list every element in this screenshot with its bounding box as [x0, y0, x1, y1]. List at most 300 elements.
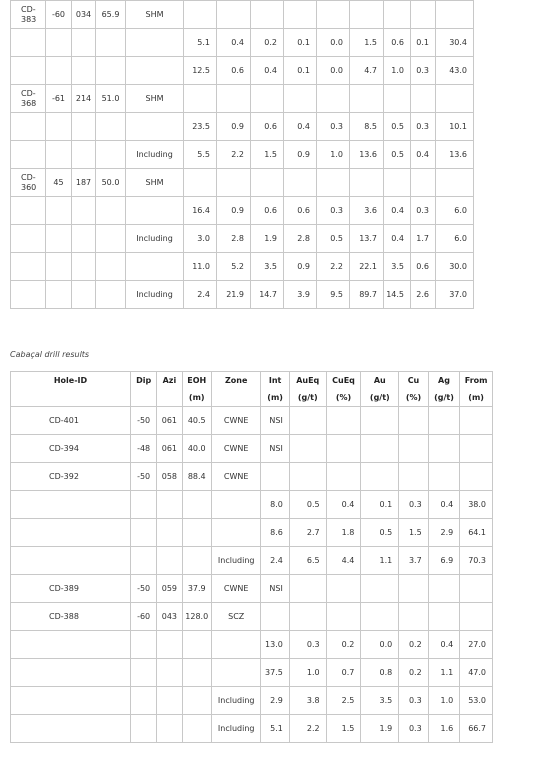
table-cell: [217, 169, 251, 197]
table-cell: [46, 281, 72, 309]
table-cell: -50: [130, 463, 156, 491]
table-cell: [96, 141, 126, 169]
table-cell: 22.1: [350, 253, 384, 281]
table-cell: 1.0: [289, 659, 326, 687]
table-cell: [350, 85, 384, 113]
table-cell: 0.1: [411, 29, 436, 57]
table-cell: 3.5: [361, 687, 399, 715]
table-cell: 0.7: [326, 659, 361, 687]
table-cell: 214: [72, 85, 96, 113]
hole-id-cell: CD-401: [11, 407, 131, 435]
column-unit: (g/t): [428, 389, 460, 407]
hole-id-cell: [11, 491, 131, 519]
table-cell: 0.1: [284, 29, 317, 57]
table-cell: 8.6: [261, 519, 289, 547]
table-cell: 13.6: [436, 141, 474, 169]
table-cell: 11.0: [184, 253, 217, 281]
column-header: Int: [261, 372, 289, 390]
table-cell: 1.0: [428, 687, 460, 715]
table-cell: NSI: [261, 407, 289, 435]
table-cell: [184, 169, 217, 197]
table-cell: [460, 575, 493, 603]
table-cell: 0.3: [411, 113, 436, 141]
table-cell: [399, 575, 428, 603]
table-cell: [46, 141, 72, 169]
table-cell: 059: [157, 575, 182, 603]
table-cell: [46, 225, 72, 253]
table-cell: 3.9: [284, 281, 317, 309]
table-cell: [126, 113, 184, 141]
table-cell: [96, 29, 126, 57]
table-cell: -50: [130, 575, 156, 603]
table-cell: [130, 519, 156, 547]
table-cell: 0.6: [217, 57, 251, 85]
column-unit: (m): [460, 389, 493, 407]
table-row: [11, 407, 493, 435]
table-cell: [130, 631, 156, 659]
table-cell: 37.5: [261, 659, 289, 687]
table-cell: [130, 659, 156, 687]
table-row: [11, 85, 474, 113]
table-cell: 13.6: [350, 141, 384, 169]
table-row: [11, 687, 493, 715]
table-cell: 45: [46, 169, 72, 197]
table-cell: [317, 169, 350, 197]
table-cell: [289, 575, 326, 603]
table-cell: 66.7: [460, 715, 493, 743]
table-cell: [182, 491, 211, 519]
table-cell: SHM: [126, 85, 184, 113]
table-cell: [157, 491, 182, 519]
table-cell: [289, 463, 326, 491]
table-cell: 0.6: [284, 197, 317, 225]
table-cell: [289, 435, 326, 463]
table-cell: 1.9: [361, 715, 399, 743]
column-unit: [157, 389, 182, 407]
table-row: [11, 631, 493, 659]
table-cell: [184, 85, 217, 113]
table-cell: 0.3: [289, 631, 326, 659]
table-cell: [130, 547, 156, 575]
table-cell: [411, 1, 436, 29]
table-cell: 0.5: [384, 141, 411, 169]
table-cell: [184, 1, 217, 29]
table-cell: [217, 1, 251, 29]
table-cell: [361, 407, 399, 435]
table-cell: [436, 169, 474, 197]
cabacal-drill-results-table: [10, 371, 493, 743]
table-cell: 27.0: [460, 631, 493, 659]
table-cell: 0.3: [399, 491, 428, 519]
table-cell: 2.7: [289, 519, 326, 547]
table-cell: 0.4: [251, 57, 284, 85]
table-cell: 0.8: [361, 659, 399, 687]
hole-id-cell: CD-388: [11, 603, 131, 631]
hole-id-cell: [11, 659, 131, 687]
table-cell: -60: [130, 603, 156, 631]
table-cell: 0.2: [399, 631, 428, 659]
table-row: [11, 29, 474, 57]
table-cell: [182, 519, 211, 547]
table-cell: 061: [157, 407, 182, 435]
table-cell: 16.4: [184, 197, 217, 225]
hole-id-cell: CD-394: [11, 435, 131, 463]
table-cell: [350, 1, 384, 29]
table-cell: [72, 197, 96, 225]
table-cell: [361, 603, 399, 631]
table-cell: 0.4: [411, 141, 436, 169]
column-header: AuEq: [289, 372, 326, 390]
table-cell: 6.5: [289, 547, 326, 575]
table-cell: 0.3: [411, 57, 436, 85]
table-cell: 0.4: [428, 631, 460, 659]
hole-id-cell: [11, 547, 131, 575]
table-cell: [384, 1, 411, 29]
table-cell: [157, 547, 182, 575]
table-cell: 0.5: [361, 519, 399, 547]
table-row: [11, 57, 474, 85]
table-cell: [326, 463, 361, 491]
table-cell: [284, 169, 317, 197]
table-cell: 0.3: [399, 687, 428, 715]
table-row: [11, 575, 493, 603]
table-cell: [361, 463, 399, 491]
table-cell: [211, 659, 260, 687]
table-cell: Including: [211, 687, 260, 715]
table-cell: -60: [46, 1, 72, 29]
table-row: [11, 169, 474, 197]
table-cell: 2.2: [289, 715, 326, 743]
table-cell: [317, 85, 350, 113]
column-unit: (%): [326, 389, 361, 407]
hole-id-cell: CD-389: [11, 575, 131, 603]
table-cell: 0.3: [411, 197, 436, 225]
hole-id-cell: CD- 383: [11, 1, 46, 29]
hole-id-cell: CD-392: [11, 463, 131, 491]
table-cell: [217, 85, 251, 113]
table-cell: -61: [46, 85, 72, 113]
table-cell: [326, 575, 361, 603]
table-cell: 23.5: [184, 113, 217, 141]
table-cell: 5.5: [184, 141, 217, 169]
table-cell: [289, 407, 326, 435]
table-cell: -48: [130, 435, 156, 463]
table-cell: 1.5: [326, 715, 361, 743]
table-cell: 1.1: [428, 659, 460, 687]
table-cell: 30.4: [436, 29, 474, 57]
table-cell: 0.0: [317, 57, 350, 85]
table-cell: 4.4: [326, 547, 361, 575]
table-cell: [384, 85, 411, 113]
table-cell: 0.9: [284, 141, 317, 169]
table-row: [11, 225, 474, 253]
table-cell: 12.5: [184, 57, 217, 85]
column-header: CuEq: [326, 372, 361, 390]
table-cell: 43.0: [436, 57, 474, 85]
table-cell: [72, 253, 96, 281]
table-cell: 47.0: [460, 659, 493, 687]
table-cell: CWNE: [211, 435, 260, 463]
table-row: [11, 715, 493, 743]
table-cell: 4.7: [350, 57, 384, 85]
table-cell: 5.2: [217, 253, 251, 281]
table-cell: 70.3: [460, 547, 493, 575]
table-cell: [182, 631, 211, 659]
column-unit: [211, 389, 260, 407]
table-cell: 6.0: [436, 225, 474, 253]
table-cell: 14.5: [384, 281, 411, 309]
table-cell: 64.1: [460, 519, 493, 547]
table-cell: 0.6: [411, 253, 436, 281]
table-cell: SCZ: [211, 603, 260, 631]
table-cell: 187: [72, 169, 96, 197]
table-cell: [428, 603, 460, 631]
header-row: [11, 372, 493, 390]
table-cell: [326, 407, 361, 435]
table-cell: 21.9: [217, 281, 251, 309]
table-cell: [96, 253, 126, 281]
table-cell: 0.2: [399, 659, 428, 687]
table-cell: [46, 29, 72, 57]
table-row: [11, 113, 474, 141]
hole-id-cell: [11, 715, 131, 743]
table-cell: [182, 659, 211, 687]
table-cell: [284, 85, 317, 113]
hole-id-cell: CD- 360: [11, 169, 46, 197]
table-cell: 2.4: [184, 281, 217, 309]
table-cell: 0.6: [251, 197, 284, 225]
table-cell: [460, 407, 493, 435]
table-cell: 0.4: [384, 197, 411, 225]
hole-id-cell: [11, 197, 46, 225]
table-cell: [126, 57, 184, 85]
table-cell: [289, 603, 326, 631]
table-cell: [428, 575, 460, 603]
table-row: [11, 197, 474, 225]
table-cell: 89.7: [350, 281, 384, 309]
column-header: Cu: [399, 372, 428, 390]
table-cell: [251, 1, 284, 29]
header-units-row: [11, 389, 493, 407]
table-row: [11, 659, 493, 687]
column-header: Hole-ID: [11, 372, 131, 390]
table-cell: 1.5: [350, 29, 384, 57]
table-cell: 3.0: [184, 225, 217, 253]
table-cell: 0.9: [217, 197, 251, 225]
table-cell: 0.5: [317, 225, 350, 253]
table-cell: CWNE: [211, 407, 260, 435]
table-cell: [399, 603, 428, 631]
table-cell: 1.0: [317, 141, 350, 169]
hole-id-cell: [11, 519, 131, 547]
table-row: [11, 519, 493, 547]
table-cell: 8.0: [261, 491, 289, 519]
table-row: [11, 491, 493, 519]
hole-id-cell: [11, 225, 46, 253]
table-cell: [251, 85, 284, 113]
table-cell: 3.8: [289, 687, 326, 715]
table-row: [11, 1, 474, 29]
column-unit: (g/t): [289, 389, 326, 407]
table-cell: 14.7: [251, 281, 284, 309]
table-cell: [261, 603, 289, 631]
table-cell: 3.6: [350, 197, 384, 225]
table-cell: [326, 603, 361, 631]
table-cell: [460, 435, 493, 463]
table-cell: [96, 57, 126, 85]
table-cell: [126, 253, 184, 281]
table-cell: 0.4: [284, 113, 317, 141]
table-cell: [96, 225, 126, 253]
table-cell: 53.0: [460, 687, 493, 715]
table-cell: 37.9: [182, 575, 211, 603]
table-cell: [157, 631, 182, 659]
column-header: Ag: [428, 372, 460, 390]
hole-id-cell: [11, 253, 46, 281]
table-cell: 0.4: [217, 29, 251, 57]
table-cell: [317, 1, 350, 29]
table-cell: [72, 29, 96, 57]
table-cell: 13.0: [261, 631, 289, 659]
table-cell: 0.5: [384, 113, 411, 141]
table-row: [11, 463, 493, 491]
table-cell: [130, 715, 156, 743]
table-cell: 0.3: [317, 197, 350, 225]
table-cell: [130, 491, 156, 519]
table-cell: [157, 519, 182, 547]
table-cell: 51.0: [96, 85, 126, 113]
table-cell: [182, 715, 211, 743]
table-row: [11, 435, 493, 463]
table-cell: [96, 281, 126, 309]
table-cell: 1.1: [361, 547, 399, 575]
table-cell: 0.9: [217, 113, 251, 141]
table-cell: 043: [157, 603, 182, 631]
table-cell: 2.5: [326, 687, 361, 715]
table-cell: 1.9: [251, 225, 284, 253]
table-cell: [428, 463, 460, 491]
table-cell: Including: [126, 281, 184, 309]
table-cell: 0.1: [284, 57, 317, 85]
drill-results-table-continued: [10, 0, 474, 309]
table-cell: NSI: [261, 435, 289, 463]
table-cell: Including: [211, 547, 260, 575]
table-cell: [460, 603, 493, 631]
table-cell: [72, 281, 96, 309]
column-unit: [130, 389, 156, 407]
hole-id-cell: CD- 368: [11, 85, 46, 113]
column-header: From: [460, 372, 493, 390]
table-cell: -50: [130, 407, 156, 435]
hole-id-cell: [11, 57, 46, 85]
table-cell: [399, 407, 428, 435]
table-cell: 2.9: [428, 519, 460, 547]
table-row: [11, 547, 493, 575]
table-cell: 5.1: [184, 29, 217, 57]
table-cell: [157, 659, 182, 687]
table-cell: NSI: [261, 575, 289, 603]
table-cell: [126, 197, 184, 225]
table-cell: [428, 407, 460, 435]
table-cell: 0.4: [326, 491, 361, 519]
table-cell: 50.0: [96, 169, 126, 197]
table-cell: 0.1: [361, 491, 399, 519]
table-cell: [428, 435, 460, 463]
hole-id-cell: [11, 631, 131, 659]
table-cell: 6.9: [428, 547, 460, 575]
column-header: Zone: [211, 372, 260, 390]
table-cell: [72, 113, 96, 141]
table-cell: [411, 85, 436, 113]
column-header: Dip: [130, 372, 156, 390]
table-row: [11, 253, 474, 281]
table-row: [11, 281, 474, 309]
table-cell: [384, 169, 411, 197]
table-cell: [399, 463, 428, 491]
table-cell: 37.0: [436, 281, 474, 309]
table-cell: [399, 435, 428, 463]
table-cell: Including: [126, 141, 184, 169]
column-unit: (%): [399, 389, 428, 407]
table-cell: [72, 225, 96, 253]
table-cell: 0.6: [384, 29, 411, 57]
table-cell: 0.5: [289, 491, 326, 519]
table-cell: 65.9: [96, 1, 126, 29]
column-unit: (m): [261, 389, 289, 407]
table-cell: [182, 687, 211, 715]
table-cell: 0.3: [317, 113, 350, 141]
table-cell: 3.5: [384, 253, 411, 281]
table-cell: [460, 463, 493, 491]
hole-id-cell: [11, 687, 131, 715]
table-cell: Including: [126, 225, 184, 253]
table-cell: [96, 113, 126, 141]
table-cell: [411, 169, 436, 197]
table-cell: [436, 85, 474, 113]
table-cell: [46, 57, 72, 85]
table-cell: [361, 575, 399, 603]
table-cell: Including: [211, 715, 260, 743]
table-cell: [72, 141, 96, 169]
table-cell: [284, 1, 317, 29]
table-cell: [46, 113, 72, 141]
table-cell: 0.3: [399, 715, 428, 743]
table-row: [11, 141, 474, 169]
table-cell: SHM: [126, 1, 184, 29]
table-cell: [361, 435, 399, 463]
table-cell: 2.8: [284, 225, 317, 253]
hole-id-cell: [11, 113, 46, 141]
table-cell: 3.5: [251, 253, 284, 281]
table-cell: 1.7: [411, 225, 436, 253]
table-cell: CWNE: [211, 463, 260, 491]
table-cell: [261, 463, 289, 491]
table-cell: 1.8: [326, 519, 361, 547]
table-cell: 88.4: [182, 463, 211, 491]
table-cell: [182, 547, 211, 575]
table-cell: 9.5: [317, 281, 350, 309]
table-cell: [96, 197, 126, 225]
table-cell: 2.6: [411, 281, 436, 309]
table-cell: 38.0: [460, 491, 493, 519]
hole-id-cell: [11, 29, 46, 57]
table-cell: [251, 169, 284, 197]
table-cell: 40.5: [182, 407, 211, 435]
column-unit: (g/t): [361, 389, 399, 407]
table-cell: [126, 29, 184, 57]
column-unit: (m): [182, 389, 211, 407]
table-cell: 1.5: [251, 141, 284, 169]
